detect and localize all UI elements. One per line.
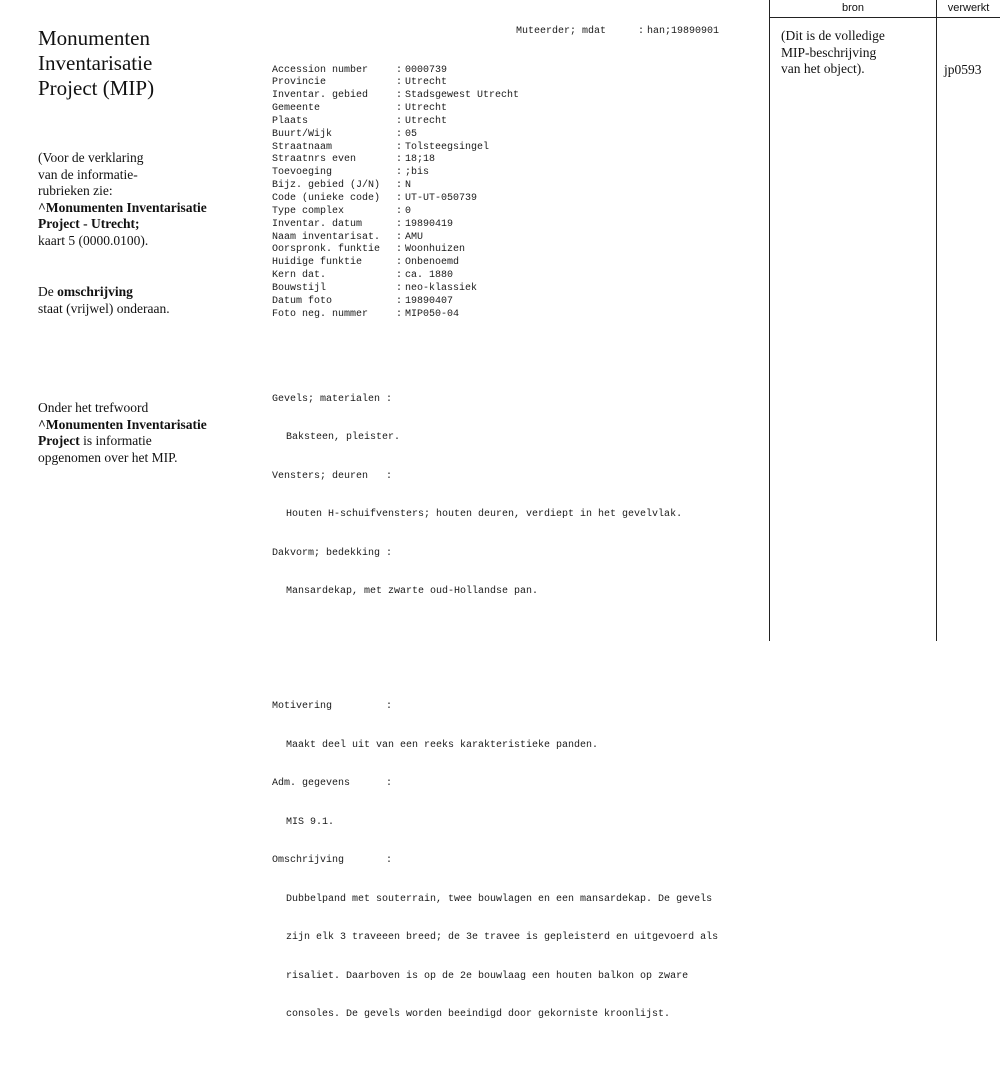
field-label: Straatnrs even xyxy=(272,154,357,166)
field-value: neo-klassiek xyxy=(405,282,478,294)
desc-keyword: omschrijving xyxy=(57,284,133,299)
field-label: Foto neg. nummer xyxy=(272,308,369,320)
field-separator: : xyxy=(396,141,403,153)
legend-line: (Voor de verklaring xyxy=(38,150,144,165)
field-value: 0 xyxy=(405,205,412,217)
section-text: Houten H-schuifvensters; houten deuren, verdiept in het gevelvlak. xyxy=(286,509,683,521)
section-label: Motivering : xyxy=(272,701,393,713)
field-label: Datum foto xyxy=(272,295,333,307)
desc-post: staat (vrijwel) onderaan. xyxy=(38,300,170,316)
section-label: Gevels; materialen : xyxy=(272,393,393,405)
field-separator: : xyxy=(396,308,403,320)
document-title xyxy=(38,26,258,101)
field-label: Kern dat. xyxy=(272,270,327,282)
section-label: Adm. gegevens : xyxy=(272,778,393,790)
field-label: Bouwstijl xyxy=(272,282,327,294)
record-field-row xyxy=(272,180,718,193)
section-label: Omschrijving : xyxy=(272,855,393,867)
field-separator: : xyxy=(396,295,403,307)
field-value: N xyxy=(405,180,412,192)
bron-line: (Dit is de volledige xyxy=(781,28,885,43)
record-field-row xyxy=(272,244,718,257)
field-value: Stadsgewest Utrecht xyxy=(405,90,520,102)
field-value: 19890407 xyxy=(405,295,454,307)
field-value: 05 xyxy=(405,128,418,140)
field-separator: : xyxy=(396,231,403,243)
field-separator: : xyxy=(396,167,403,179)
field-separator: : xyxy=(396,218,403,230)
field-value: ca. 1880 xyxy=(405,270,454,282)
title-line: Project (MIP) xyxy=(38,76,155,100)
field-label: Accession number xyxy=(272,64,369,76)
field-value: 0000739 xyxy=(405,64,448,76)
field-separator: : xyxy=(396,90,403,102)
section-text: Baksteen, pleister. xyxy=(286,432,401,444)
field-separator: : xyxy=(396,128,403,140)
section-gevels xyxy=(272,368,718,625)
omschrijving-line: Dubbelpand met souterrain, twee bouwlagen en een mansardekap. De gevels xyxy=(286,893,713,905)
field-value: 18;18 xyxy=(405,154,436,166)
mip-line: is informatie xyxy=(79,433,152,448)
mip-line: Onder het trefwoord xyxy=(38,400,149,415)
field-separator: : xyxy=(396,270,403,282)
field-label: Type complex xyxy=(272,205,345,217)
field-value: UT-UT-050739 xyxy=(405,192,478,204)
section-label: Vensters; deuren : xyxy=(272,470,393,482)
record-field-row xyxy=(272,257,718,270)
field-separator: : xyxy=(396,205,403,217)
field-separator: : xyxy=(396,103,403,115)
record-field-row xyxy=(272,309,718,322)
mutator-value: han;19890901 xyxy=(647,26,720,37)
verwerkt-value: jp0593 xyxy=(944,62,982,77)
record-field-row xyxy=(272,219,718,232)
field-label: Straatnaam xyxy=(272,141,333,153)
field-separator: : xyxy=(396,115,403,127)
field-separator: : xyxy=(396,257,403,269)
record-field-row xyxy=(272,193,718,206)
table-divider xyxy=(936,0,937,641)
legend-reference: ^Monumenten Inventarisatie xyxy=(38,199,207,215)
record-field-row xyxy=(272,296,718,309)
desc-pre: De xyxy=(38,284,58,299)
field-value: 19890419 xyxy=(405,218,454,230)
mutator-label: Muteerder; mdat xyxy=(516,26,607,37)
field-label: Bijz. gebied (J/N) xyxy=(272,180,381,192)
verwerkt-header: verwerkt xyxy=(947,2,990,14)
field-value: Tolsteegsingel xyxy=(405,141,490,153)
field-label: Code (unieke code) xyxy=(272,192,381,204)
field-separator: : xyxy=(396,244,403,256)
field-separator: : xyxy=(396,192,403,204)
record-field-row xyxy=(272,270,718,283)
mip-keyword: Project xyxy=(38,433,80,448)
field-value: Utrecht xyxy=(405,103,448,115)
table-header-rule xyxy=(769,17,1000,18)
field-value: Utrecht xyxy=(405,115,448,127)
field-label: Oorspronk. funktie xyxy=(272,244,381,256)
legend-line: kaart 5 (0000.0100). xyxy=(38,232,149,248)
omschrijving-line: consoles. De gevels worden beeindigd door gekorniste kroonlijst. xyxy=(286,1009,671,1021)
field-value: Utrecht xyxy=(405,77,448,89)
bron-line: MIP-beschrijving xyxy=(781,44,877,60)
record-field-row xyxy=(272,283,718,296)
section-motivering xyxy=(272,675,718,1047)
field-value: Onbenoemd xyxy=(405,257,460,269)
record-field-row xyxy=(272,167,718,180)
section-text: MIS 9.1. xyxy=(286,816,335,828)
section-text: Mansardekap, met zwarte oud-Hollandse pan. xyxy=(286,586,539,598)
field-label: Naam inventarisat. xyxy=(272,231,381,243)
title-line: Inventarisatie xyxy=(38,51,153,75)
mutator-field: Muteerder; mdat : han;19890901 xyxy=(516,26,720,37)
field-label: Plaats xyxy=(272,115,309,127)
record-field-row xyxy=(272,90,718,103)
legend-reference: Project - Utrecht; xyxy=(38,216,140,231)
legend-line: van de informatie- xyxy=(38,166,138,182)
bron-note xyxy=(781,28,931,78)
omschrijving-line: risaliet. Daarboven is op de 2e bouwlaag een houten balkon op zware xyxy=(286,970,689,982)
field-separator: : xyxy=(396,282,403,294)
record-field-row xyxy=(272,142,718,155)
field-value: MIP050-04 xyxy=(405,308,460,320)
field-separator: : xyxy=(396,77,403,89)
legend-line: rubrieken zie: xyxy=(38,183,113,198)
field-label: Huidige funktie xyxy=(272,257,363,269)
field-separator: : xyxy=(396,64,403,76)
field-label: Buurt/Wijk xyxy=(272,128,333,140)
record-field-row xyxy=(272,232,718,245)
record-field-row xyxy=(272,206,718,219)
section-text: Maakt deel uit van een reeks karakteristieke panden. xyxy=(286,739,599,751)
record-field-row xyxy=(272,65,718,78)
field-separator: : xyxy=(396,154,403,166)
bron-line: van het object). xyxy=(781,61,865,76)
title-line: Monumenten xyxy=(38,26,150,50)
field-value: Woonhuizen xyxy=(405,244,466,256)
field-label: Inventar. gebied xyxy=(272,90,369,102)
record-field-row xyxy=(272,77,718,90)
field-label: Inventar. datum xyxy=(272,218,363,230)
field-label: Gemeente xyxy=(272,103,321,115)
mip-line: opgenomen over het MIP. xyxy=(38,449,178,465)
field-value: AMU xyxy=(405,231,424,243)
record-fields xyxy=(272,65,718,322)
record-field-row xyxy=(272,129,718,142)
section-label: Dakvorm; bedekking : xyxy=(272,547,393,559)
table-divider xyxy=(769,0,770,641)
mip-record xyxy=(272,26,718,1074)
field-separator: : xyxy=(396,180,403,192)
mip-note xyxy=(38,400,258,466)
bron-header: bron xyxy=(841,2,865,14)
omschrijving-line: zijn elk 3 traveeen breed; de 3e travee is gepleisterd en uitgevoerd als xyxy=(286,932,719,944)
record-field-row xyxy=(272,103,718,116)
field-label: Provincie xyxy=(272,77,327,89)
description-note xyxy=(38,284,258,317)
field-value: ;bis xyxy=(405,167,430,179)
record-field-row xyxy=(272,116,718,129)
field-label: Toevoeging xyxy=(272,167,333,179)
legend-note xyxy=(38,150,258,249)
mip-keyword: ^Monumenten Inventarisatie xyxy=(38,416,207,432)
record-field-row xyxy=(272,154,718,167)
